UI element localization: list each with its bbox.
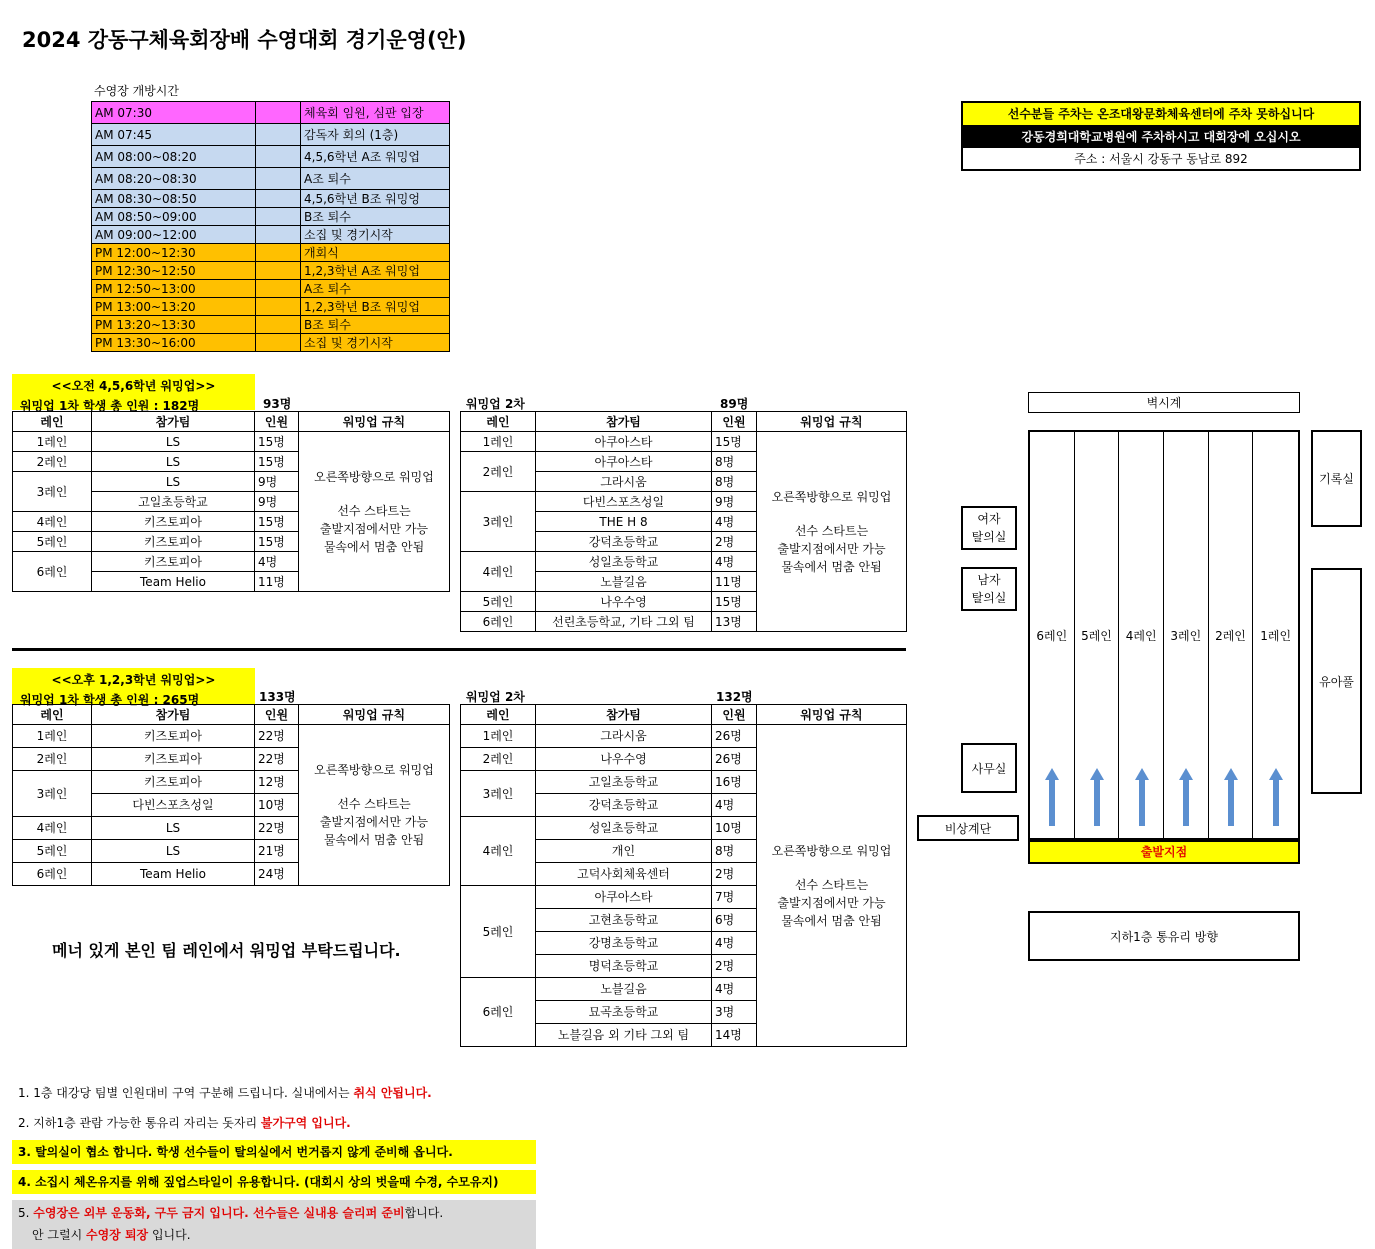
header-lane: 레인 — [461, 705, 536, 725]
team-cell: Team Helio — [92, 572, 255, 592]
count-cell: 9명 — [255, 492, 299, 512]
header-team: 참가팀 — [536, 705, 712, 725]
rule-line: 오른쪽방향으로 워밍업 — [314, 763, 434, 777]
lane-cell: 3레인 — [13, 771, 92, 817]
team-cell: 강덕초등학교 — [536, 794, 712, 817]
schedule-time: AM 08:50~09:00 — [92, 208, 256, 226]
direction-arrow-icon — [1139, 780, 1145, 826]
schedule-time: AM 08:30~08:50 — [92, 190, 256, 208]
team-cell: 선린초등학교, 기타 그외 팀 — [536, 612, 712, 632]
rule-line: 오른쪽방향으로 워밍업 — [771, 489, 892, 504]
lane-cell: 4레인 — [461, 552, 536, 592]
pool-lane — [1075, 432, 1120, 838]
team-cell: 키즈토피아 — [92, 725, 255, 748]
afternoon-second-table — [460, 704, 907, 1047]
header-count: 인원 — [255, 705, 299, 725]
rule-line: 오른쪽방향으로 워밍업 — [314, 469, 434, 484]
lane-cell: 5레인 — [13, 840, 92, 863]
pool-lane — [1030, 432, 1075, 838]
count-cell: 4명 — [712, 552, 757, 572]
team-cell: 아쿠아스타 — [536, 886, 712, 909]
direction-arrow-icon — [1228, 780, 1234, 826]
team-cell: 그라시움 — [536, 472, 712, 492]
count-cell: 4명 — [712, 794, 757, 817]
table-row — [13, 432, 450, 452]
schedule-row — [92, 262, 450, 280]
pool-lane-label: 2레인 — [1215, 629, 1246, 643]
lane-cell: 1레인 — [461, 432, 536, 452]
count-cell: 15명 — [255, 452, 299, 472]
pool-lane-label: 1레인 — [1260, 629, 1292, 643]
pool-lane — [1209, 432, 1254, 838]
note-1-highlight: 취식 안됩니다. — [353, 1086, 432, 1100]
schedule-row — [92, 168, 450, 190]
team-cell: LS — [92, 472, 255, 492]
count-cell: 2명 — [712, 863, 757, 886]
header-count: 인원 — [255, 412, 299, 432]
schedule-time: PM 13:00~13:20 — [92, 298, 256, 316]
rule-line: 물속에서 멈춤 안됨 — [323, 539, 425, 554]
lane-cell: 3레인 — [461, 492, 536, 552]
record-room — [1311, 430, 1362, 527]
morning-total: 워밍업 1차 학생 총 인원 : 182명 — [20, 399, 200, 413]
team-cell: LS — [92, 817, 255, 840]
lane-cell: 3레인 — [13, 472, 92, 512]
emergency-stairs — [917, 815, 1019, 841]
count-cell: 9명 — [255, 472, 299, 492]
rule-line: 선수 스타트는 — [794, 877, 869, 892]
team-cell: 키즈토피아 — [92, 552, 255, 572]
note-2-highlight: 불가구역 입니다. — [260, 1116, 351, 1130]
team-cell: 고일초등학교 — [92, 492, 255, 512]
pool-lane-label: 5레인 — [1081, 629, 1112, 643]
schedule-desc: A조 퇴수 — [301, 168, 450, 190]
lane-cell: 6레인 — [13, 552, 92, 592]
schedule-desc: 1,2,3학년 A조 워밍업 — [301, 262, 450, 280]
morning-banner-box — [12, 374, 255, 413]
schedule-row — [92, 298, 450, 316]
lane-cell: 4레인 — [461, 817, 536, 886]
main-pool — [1028, 430, 1300, 840]
afternoon-total: 워밍업 1차 학생 총 인원 : 265명 — [20, 693, 200, 707]
count-cell: 4명 — [712, 512, 757, 532]
lane-cell: 4레인 — [13, 817, 92, 840]
team-cell: 키즈토피아 — [92, 532, 255, 552]
male-locker-room-label: 남자 탈의실 — [971, 573, 1007, 605]
schedule-spacer — [256, 334, 301, 352]
afternoon-second-count: 132명 — [716, 690, 753, 704]
count-cell: 10명 — [255, 794, 299, 817]
table-header-row — [13, 705, 450, 725]
count-cell: 12명 — [255, 771, 299, 794]
lane-cell: 1레인 — [13, 432, 92, 452]
count-cell: 11명 — [712, 572, 757, 592]
count-cell: 8명 — [712, 452, 757, 472]
team-cell: 강명초등학교 — [536, 932, 712, 955]
lane-cell: 6레인 — [13, 863, 92, 886]
schedule-time: AM 08:20~08:30 — [92, 168, 256, 190]
rule-line: 출발지점에서만 가능 — [777, 541, 886, 556]
schedule-row — [92, 102, 450, 124]
direction-arrow-icon — [1049, 780, 1055, 826]
schedule-time: AM 08:00~08:20 — [92, 146, 256, 168]
count-cell: 24명 — [255, 863, 299, 886]
note-1 — [18, 1084, 432, 1101]
count-cell: 4명 — [712, 978, 757, 1001]
schedule-desc: 소집 및 경기시작 — [301, 226, 450, 244]
rule-line: 물속에서 멈춤 안됨 — [323, 833, 425, 847]
direction-arrow-icon — [1273, 780, 1279, 826]
lane-cell: 2레인 — [13, 748, 92, 771]
note-5 — [12, 1200, 536, 1249]
team-cell: Team Helio — [92, 863, 255, 886]
note-1-text: 1. 1층 대강당 팀별 인원대비 구역 구분해 드립니다. 실내에서는 — [18, 1086, 354, 1100]
count-cell: 15명 — [255, 432, 299, 452]
schedule-spacer — [256, 280, 301, 298]
header-team: 참가팀 — [92, 705, 255, 725]
manner-note: 메너 있게 본인 팀 레인에서 워밍업 부탁드립니다. — [52, 941, 401, 960]
schedule-desc: 4,5,6학년 A조 워밍업 — [301, 146, 450, 168]
rule-cell — [299, 432, 450, 592]
schedule-row — [92, 244, 450, 262]
pool-lane-label: 6레인 — [1036, 629, 1068, 643]
basement-glass-label: 지하1층 통유리 방향 — [1109, 929, 1218, 944]
rule-line: 선수 스타트는 — [337, 503, 411, 518]
lane-cell: 6레인 — [461, 978, 536, 1047]
count-cell: 9명 — [712, 492, 757, 512]
schedule-spacer — [256, 208, 301, 226]
note-5-number: 5. — [18, 1206, 34, 1220]
rule-line: 오른쪽방향으로 워밍업 — [771, 843, 892, 858]
office-label: 사무실 — [971, 761, 1007, 776]
afternoon-banner-box — [12, 668, 255, 707]
header-count: 인원 — [712, 412, 757, 432]
header-rule: 워밍업 규칙 — [757, 412, 907, 432]
schedule-desc: B조 퇴수 — [301, 316, 450, 334]
team-cell: 다빈스포츠성일 — [92, 794, 255, 817]
morning-first-table — [12, 411, 450, 592]
count-cell: 22명 — [255, 748, 299, 771]
pool-lane — [1119, 432, 1164, 838]
baby-pool-label: 유아풀 — [1319, 674, 1354, 689]
schedule-row — [92, 280, 450, 298]
count-cell: 22명 — [255, 817, 299, 840]
rule-cell — [757, 432, 907, 632]
table-row — [461, 432, 907, 452]
team-cell: 나우수영 — [536, 592, 712, 612]
rule-cell — [757, 725, 907, 1047]
header-lane: 레인 — [13, 412, 92, 432]
team-cell: 나우수영 — [536, 748, 712, 771]
schedule-row — [92, 226, 450, 244]
rule-line: 출발지점에서만 가능 — [319, 815, 429, 829]
header-rule: 워밍업 규칙 — [757, 705, 907, 725]
parking-line-1: 선수분들 주차는 온조대왕문화체육센터에 주차 못하십니다 — [963, 103, 1359, 126]
team-cell: 노블길음 외 기타 그외 팀 — [536, 1024, 712, 1047]
team-cell: 키즈토피아 — [92, 512, 255, 532]
rule-line: 출발지점에서만 가능 — [319, 521, 429, 536]
rule-line: 물속에서 멈춤 안됨 — [781, 559, 882, 574]
header-count: 인원 — [712, 705, 757, 725]
rule-line: 선수 스타트는 — [794, 523, 869, 538]
count-cell: 26명 — [712, 748, 757, 771]
schedule-spacer — [256, 262, 301, 280]
pool-lane — [1253, 432, 1298, 838]
count-cell: 7명 — [712, 886, 757, 909]
pool-lane-label: 4레인 — [1125, 629, 1157, 643]
schedule-row — [92, 146, 450, 168]
female-locker-room — [961, 506, 1017, 550]
office — [961, 743, 1017, 793]
lane-cell: 5레인 — [461, 886, 536, 978]
team-cell: 개인 — [536, 840, 712, 863]
count-cell: 26명 — [712, 725, 757, 748]
note-2 — [18, 1114, 351, 1131]
schedule-row — [92, 208, 450, 226]
start-point: 출발지점 — [1028, 840, 1300, 864]
table-header-row — [461, 412, 907, 432]
team-cell: 노블길음 — [536, 978, 712, 1001]
team-cell: 고덕사회체육센터 — [536, 863, 712, 886]
lane-cell: 6레인 — [461, 612, 536, 632]
count-cell: 21명 — [255, 840, 299, 863]
morning-second-count: 89명 — [720, 397, 749, 411]
morning-banner: <<오전 4,5,6학년 워밍업>> — [51, 379, 216, 393]
section-divider — [12, 648, 906, 651]
team-cell: 고현초등학교 — [536, 909, 712, 932]
direction-arrow-head-icon — [1224, 768, 1238, 780]
afternoon-first-table — [12, 704, 450, 886]
lane-cell: 1레인 — [13, 725, 92, 748]
team-cell: 묘곡초등학교 — [536, 1001, 712, 1024]
count-cell: 8명 — [712, 472, 757, 492]
direction-arrow-head-icon — [1269, 768, 1283, 780]
count-cell: 2명 — [712, 532, 757, 552]
count-cell: 3명 — [712, 1001, 757, 1024]
team-cell: 아쿠아스타 — [536, 432, 712, 452]
team-cell: 강덕초등학교 — [536, 532, 712, 552]
team-cell: 다빈스포츠성일 — [536, 492, 712, 512]
note-5-highlight-2: 수영장 퇴장 — [86, 1228, 149, 1242]
team-cell: 고일초등학교 — [536, 771, 712, 794]
morning-second-label: 워밍업 2차 — [466, 397, 525, 411]
lane-cell: 5레인 — [461, 592, 536, 612]
afternoon-banner: <<오후 1,2,3학년 워밍업>> — [51, 673, 216, 687]
schedule-time: PM 12:00~12:30 — [92, 244, 256, 262]
team-cell: 노블길음 — [536, 572, 712, 592]
afternoon-first-count: 133명 — [259, 690, 296, 704]
count-cell: 8명 — [712, 840, 757, 863]
schedule-spacer — [256, 190, 301, 208]
male-locker-room — [961, 567, 1017, 611]
team-cell: 키즈토피아 — [92, 771, 255, 794]
schedule-row — [92, 316, 450, 334]
schedule-time: PM 13:30~16:00 — [92, 334, 256, 352]
schedule-desc: 감독자 회의 (1층) — [301, 124, 450, 146]
morning-first-count: 93명 — [263, 397, 292, 411]
parking-notice — [961, 101, 1361, 171]
schedule-row — [92, 190, 450, 208]
team-cell: 그라시움 — [536, 725, 712, 748]
schedule-spacer — [256, 298, 301, 316]
count-cell: 11명 — [255, 572, 299, 592]
team-cell: 성일초등학교 — [536, 552, 712, 572]
rule-line: 선수 스타트는 — [337, 797, 411, 811]
table-row — [13, 725, 450, 748]
schedule-desc: 1,2,3학년 B조 워밍업 — [301, 298, 450, 316]
pool-lane-label: 3레인 — [1170, 629, 1202, 643]
afternoon-second-label: 워밍업 2차 — [466, 690, 525, 704]
wall-clock — [1028, 392, 1300, 413]
header-team: 참가팀 — [92, 412, 255, 432]
team-cell: LS — [92, 840, 255, 863]
schedule-spacer — [256, 124, 301, 146]
count-cell: 15명 — [255, 532, 299, 552]
count-cell: 15명 — [255, 512, 299, 532]
count-cell: 15명 — [712, 592, 757, 612]
schedule-desc: 체육회 임원, 심판 입장 — [301, 102, 450, 124]
schedule-spacer — [256, 102, 301, 124]
count-cell: 2명 — [712, 955, 757, 978]
schedule-time: PM 13:20~13:30 — [92, 316, 256, 334]
note-4: 4. 소집시 체온유지를 위해 짚업스타일이 유용합니다. (대회시 상의 벗을때 수경, 수모유지) — [12, 1170, 536, 1194]
schedule-desc: 4,5,6학년 B조 워밍엉 — [301, 190, 450, 208]
schedule-time: AM 07:45 — [92, 124, 256, 146]
team-cell: LS — [92, 432, 255, 452]
header-lane: 레인 — [461, 412, 536, 432]
rule-line: 물속에서 멈춤 안됨 — [781, 913, 882, 928]
count-cell: 4명 — [255, 552, 299, 572]
note-3: 3. 탈의실이 협소 합니다. 학생 선수들이 탈의실에서 번거롭지 않게 준비해 옵니다. — [12, 1140, 536, 1164]
schedule-desc: 개회식 — [301, 244, 450, 262]
direction-arrow-icon — [1183, 780, 1189, 826]
schedule-row — [92, 124, 450, 146]
schedule-spacer — [256, 226, 301, 244]
count-cell: 14명 — [712, 1024, 757, 1047]
table-header-row — [13, 412, 450, 432]
schedule-table — [91, 101, 450, 352]
team-cell: LS — [92, 452, 255, 472]
direction-arrow-head-icon — [1135, 768, 1149, 780]
schedule-time: AM 09:00~12:00 — [92, 226, 256, 244]
team-cell: 명덕초등학교 — [536, 955, 712, 978]
count-cell: 4명 — [712, 932, 757, 955]
schedule-time: PM 12:30~12:50 — [92, 262, 256, 280]
rule-line: 출발지점에서만 가능 — [777, 895, 886, 910]
lane-cell: 4레인 — [13, 512, 92, 532]
header-team: 참가팀 — [536, 412, 712, 432]
team-cell: 성일초등학교 — [536, 817, 712, 840]
note-5-highlight: 수영장은 외부 운동화, 구두 금지 입니다. 선수들은 실내용 슬리퍼 준비 — [33, 1206, 405, 1220]
baby-pool — [1311, 568, 1362, 794]
lane-cell: 2레인 — [461, 748, 536, 771]
parking-line-2: 강동경희대학교병원에 주차하시고 대회장에 오십시오 — [963, 126, 1359, 148]
count-cell: 22명 — [255, 725, 299, 748]
note-5-text: 합니다. — [404, 1206, 444, 1220]
parking-address: 주소 : 서울시 강동구 동남로 892 — [1074, 152, 1248, 166]
direction-arrow-head-icon — [1090, 768, 1104, 780]
team-cell: THE H 8 — [536, 512, 712, 532]
schedule-time: AM 07:30 — [92, 102, 256, 124]
schedule-label: 수영장 개방시간 — [94, 84, 179, 98]
page-title: 2024 강동구체육회장배 수영대회 경기운영(안) — [22, 28, 467, 52]
lane-cell: 3레인 — [461, 771, 536, 817]
schedule-desc: B조 퇴수 — [301, 208, 450, 226]
header-rule: 워밍업 규칙 — [299, 412, 450, 432]
schedule-desc: A조 퇴수 — [301, 280, 450, 298]
schedule-desc: 소집 및 경기시작 — [301, 334, 450, 352]
note-5-text-2: 안 그럴시 — [32, 1228, 86, 1242]
count-cell: 6명 — [712, 909, 757, 932]
basement-glass-direction — [1028, 911, 1300, 961]
team-cell: 키즈토피아 — [92, 748, 255, 771]
wall-clock-label: 벽시계 — [1146, 396, 1182, 410]
team-cell: 아쿠아스타 — [536, 452, 712, 472]
count-cell: 15명 — [712, 432, 757, 452]
lane-cell: 2레인 — [461, 452, 536, 492]
schedule-spacer — [256, 146, 301, 168]
direction-arrow-head-icon — [1045, 768, 1059, 780]
female-locker-room-label: 여자 탈의실 — [971, 512, 1007, 544]
header-lane: 레인 — [13, 705, 92, 725]
table-header-row — [461, 705, 907, 725]
record-room-label: 기록실 — [1319, 472, 1354, 486]
emergency-stairs-label: 비상계단 — [944, 821, 992, 836]
table-row — [461, 725, 907, 748]
schedule-spacer — [256, 316, 301, 334]
direction-arrow-icon — [1094, 780, 1100, 826]
count-cell: 10명 — [712, 817, 757, 840]
schedule-spacer — [256, 168, 301, 190]
count-cell: 16명 — [712, 771, 757, 794]
schedule-time: PM 12:50~13:00 — [92, 280, 256, 298]
header-rule: 워밍업 규칙 — [299, 705, 450, 725]
note-2-text: 2. 지하1층 관람 가능한 통유리 자리는 돗자리 — [18, 1116, 261, 1130]
pool-lane — [1164, 432, 1209, 838]
lane-cell: 5레인 — [13, 532, 92, 552]
rule-cell — [299, 725, 450, 886]
count-cell: 13명 — [712, 612, 757, 632]
lane-cell: 1레인 — [461, 725, 536, 748]
lane-cell: 2레인 — [13, 452, 92, 472]
note-5-text-3: 입니다. — [148, 1228, 191, 1242]
schedule-spacer — [256, 244, 301, 262]
direction-arrow-head-icon — [1179, 768, 1193, 780]
schedule-row — [92, 334, 450, 352]
morning-second-table — [460, 411, 907, 632]
